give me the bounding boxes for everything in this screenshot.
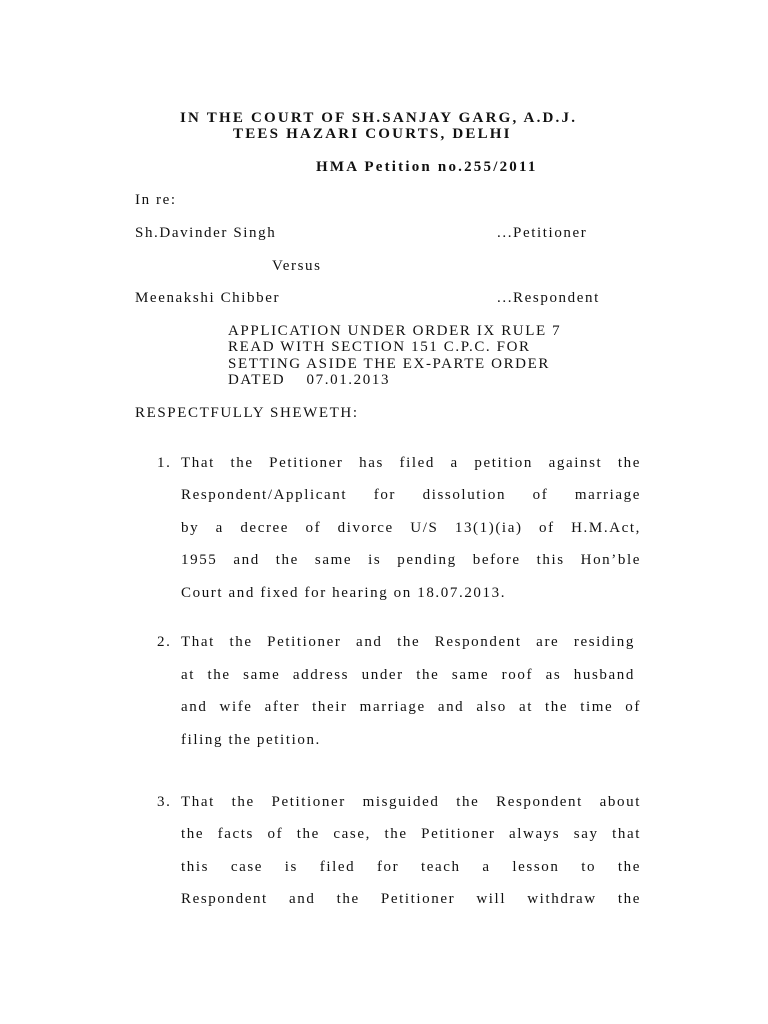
paragraph-line: and wife after their marriage and also at the time of (181, 699, 641, 715)
paragraph-line: Court and fixed for hearing on 18.07.2013. (181, 585, 507, 601)
paragraph-line: filing the petition. (181, 732, 321, 748)
petition-number: HMA Petition no.255/2011 (316, 159, 538, 175)
versus-label: Versus (272, 258, 322, 274)
respondent-name: Meenakshi Chibber (135, 290, 281, 306)
petitioner-name: Sh.Davinder Singh (135, 225, 277, 241)
paragraph-line: by a decree of divorce U/S 13(1)(ia) of H.M.Act, (181, 520, 641, 536)
application-title-line: SETTING ASIDE THE EX-PARTE ORDER (228, 356, 550, 372)
application-title-line: DATED 07.01.2013 (228, 372, 391, 388)
application-title-line: APPLICATION UNDER ORDER IX RULE 7 (228, 323, 562, 339)
petitioner-role: ...Petitioner (497, 225, 588, 241)
paragraph-line: the facts of the case, the Petitioner always say that (181, 826, 641, 842)
paragraph-line: Respondent/Applicant for dissolution of marriage (181, 487, 641, 503)
paragraph-number: 3. (157, 794, 172, 810)
paragraph-line: 1955 and the same is pending before this Hon’ble (181, 552, 641, 568)
paragraph-line: at the same address under the same roof as husband (181, 667, 635, 683)
salutation: RESPECTFULLY SHEWETH: (135, 405, 359, 421)
paragraph-line: That the Petitioner and the Respondent are residing (181, 634, 635, 650)
in-re-label: In re: (135, 192, 177, 208)
paragraph-line: Respondent and the Petitioner will withdraw the (181, 891, 641, 907)
paragraph-line: That the Petitioner has filed a petition against the (181, 455, 641, 471)
paragraph-line: this case is filed for teach a lesson to the (181, 859, 641, 875)
court-title-line2: TEES HAZARI COURTS, DELHI (233, 126, 512, 142)
paragraph-line: That the Petitioner misguided the Respondent about (181, 794, 641, 810)
paragraph-number: 1. (157, 455, 172, 471)
court-title-line1: IN THE COURT OF SH.SANJAY GARG, A.D.J. (180, 110, 578, 126)
respondent-role: ...Respondent (497, 290, 600, 306)
paragraph-number: 2. (157, 634, 172, 650)
application-title-line: READ WITH SECTION 151 C.P.C. FOR (228, 339, 531, 355)
